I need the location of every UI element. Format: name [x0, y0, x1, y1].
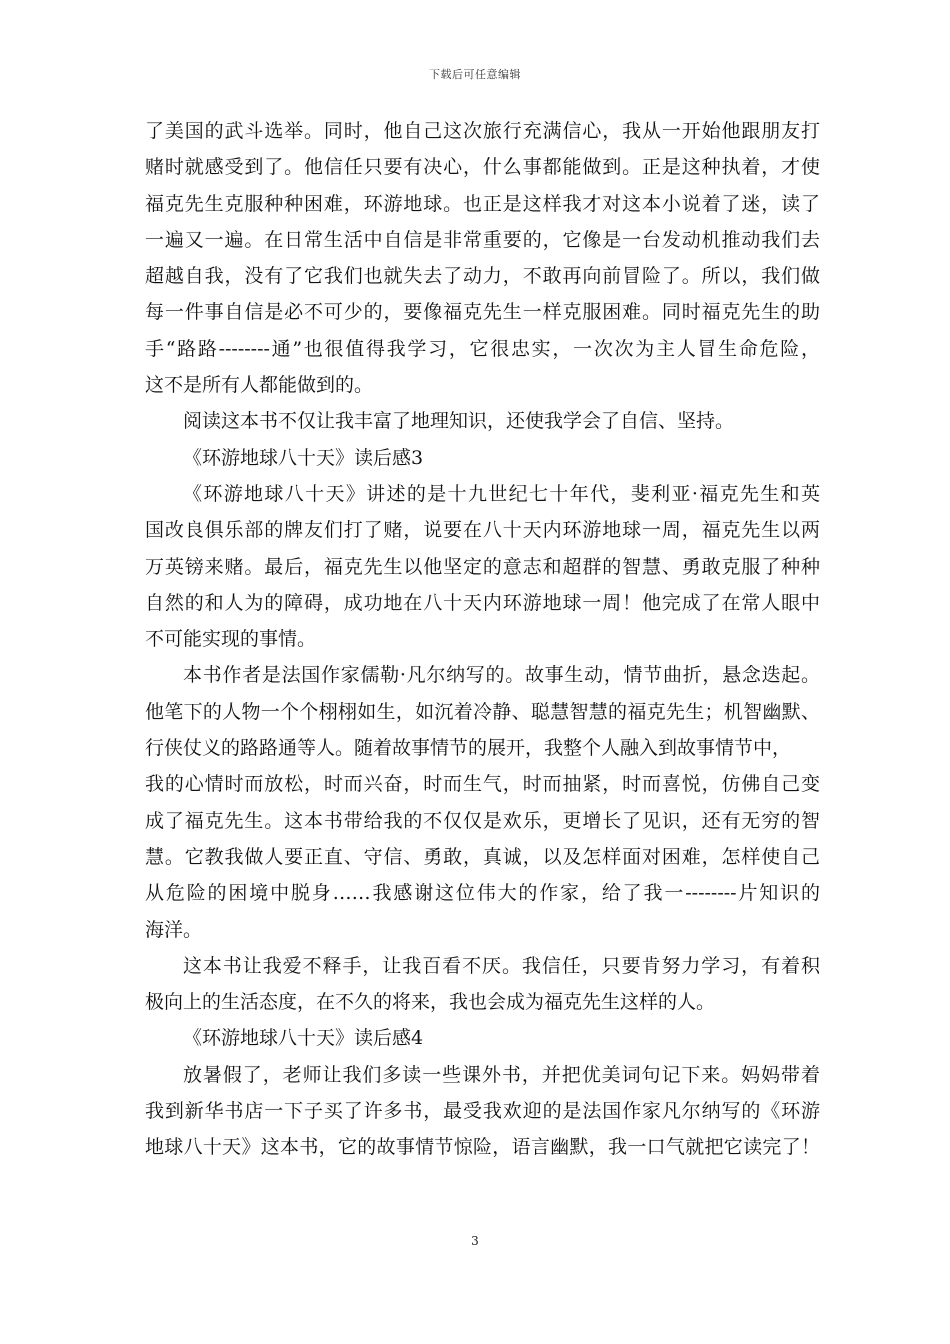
text-line: 国改良俱乐部的牌友们打了赌，说要在八十天内环游地球一周，福克先生以两 — [145, 519, 820, 542]
text-line: 极向上的生活态度，在不久的将来，我也会成为福克先生这样的人。 — [145, 991, 716, 1014]
text-line: 阅读这本书不仅让我丰富了地理知识，还使我学会了自信、坚持。 — [183, 410, 735, 433]
text-line: 《环游地球八十天》讲述的是十九世纪七十年代，斐利亚·福克先生和英 — [183, 482, 820, 505]
text-line: 一遍又一遍。在日常生活中自信是非常重要的，它像是一台发动机推动我们去 — [145, 228, 820, 251]
document-body — [145, 113, 820, 1166]
text-line: 这不是所有人都能做到的。 — [145, 374, 374, 397]
text-line: 本书作者是法国作家儒勒·凡尔纳写的。故事生动，情节曲折，悬念迭起。 — [183, 664, 820, 687]
page-number: 3 — [471, 1234, 479, 1248]
text-line: 超越自我，没有了它我们也就失去了动力，不敢再向前冒险了。所以，我们做 — [145, 265, 820, 288]
text-line: 福克先生克服种种困难，环游地球。也正是这样我才对这本小说着了迷，读了 — [145, 192, 820, 215]
text-line: 我到新华书店一下子买了许多书，最受我欢迎的是法国作家凡尔纳写的《环游 — [145, 1100, 820, 1123]
text-line: 赌时就感受到了。他信任只要有决心，什么事都能做到。正是这种执着，才使 — [145, 156, 820, 179]
text-line: 万英镑来赌。最后，福克先生以他坚定的意志和超群的智慧、勇敢克服了种种 — [145, 555, 820, 578]
text-line: 手“路路--------通”也很值得我学习，它很忠实，一次次为主人冒生命危险， — [145, 337, 820, 360]
text-line: 成了福克先生。这本书带给我的不仅仅是欢乐，更增长了见识，还有无穷的智 — [145, 809, 820, 832]
section-heading: 《环游地球八十天》读后感3 — [183, 446, 424, 469]
text-line: 自然的和人为的障碍，成功地在八十天内环游地球一周！他完成了在常人眼中 — [145, 591, 820, 614]
page-header: 下载后可任意编辑 — [429, 68, 521, 81]
text-line: 他笔下的人物一个个栩栩如生，如沉着冷静、聪慧智慧的福克先生；机智幽默、 — [145, 700, 820, 723]
text-line: 海洋。 — [145, 918, 203, 941]
text-line: 放暑假了，老师让我们多读一些课外书，并把优美词句记下来。妈妈带着 — [183, 1063, 820, 1086]
text-line: 慧。它教我做人要正直、守信、勇敢，真诚，以及怎样面对困难，怎样使自己 — [145, 845, 820, 868]
text-line: 从危险的困境中脱身……我感谢这位伟大的作家，给了我一--------片知识的 — [145, 882, 820, 905]
text-line: 了美国的武斗选举。同时，他自己这次旅行充满信心，我从一开始他跟朋友打 — [145, 120, 820, 142]
text-line: 每一件事自信是必不可少的，要像福克先生一样克服困难。同时福克先生的助 — [145, 301, 820, 324]
text-line: 行侠仗义的路路通等人。随着故事情节的展开，我整个人融入到故事情节中， — [145, 737, 792, 760]
section-heading: 《环游地球八十天》读后感4 — [183, 1027, 424, 1050]
text-line: 我的心情时而放松，时而兴奋，时而生气，时而抽紧，时而喜悦，仿佛自己变 — [145, 773, 820, 796]
text-line: 不可能实现的事情。 — [145, 628, 317, 651]
text-line: 地球八十天》这本书，它的故事情节惊险，语言幽默，我一口气就把它读完了！ — [145, 1136, 820, 1159]
text-line: 这本书让我爱不释手，让我百看不厌。我信任，只要肯努力学习，有着积 — [183, 954, 820, 977]
